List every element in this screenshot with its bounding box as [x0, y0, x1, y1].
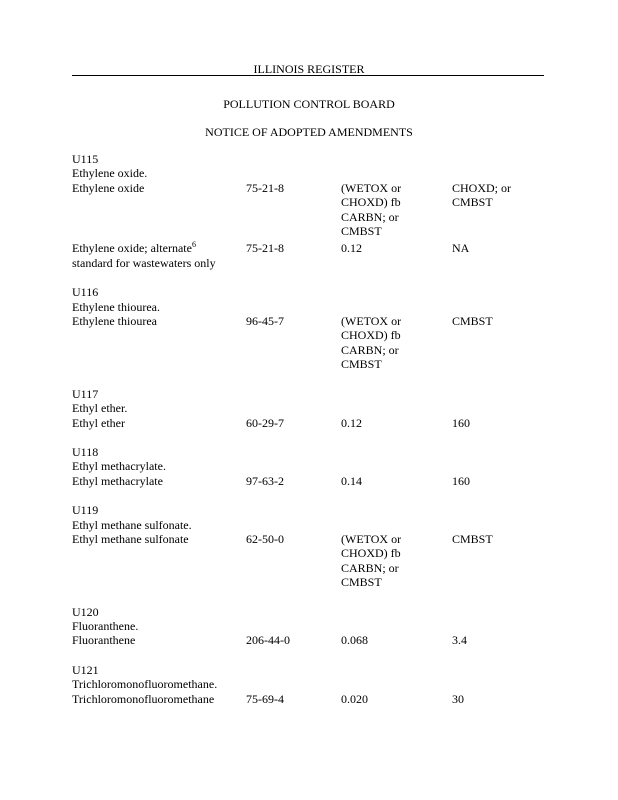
waste-code: U117: [72, 386, 99, 401]
footnote-marker: 6: [191, 240, 196, 250]
constituent-name: Ethyl ether: [72, 415, 125, 430]
constituent-name: Trichloromonofluoromethane: [72, 691, 215, 706]
waste-entry: [72, 152, 552, 270]
waste-code: U118: [72, 444, 99, 459]
cas-number: 60-29-7: [246, 415, 284, 430]
constituent-row: [72, 474, 552, 488]
nonwastewater-standard: CMBST: [452, 531, 493, 546]
notice-title: NOTICE OF ADOPTED AMENDMENTS: [205, 125, 413, 139]
constituent-row: [72, 241, 552, 270]
nonwastewater-standard: 3.4: [452, 633, 467, 648]
waste-description: Ethyl methacrylate.: [72, 459, 166, 474]
constituent-row: [72, 532, 552, 590]
nonwastewater-standard: CMBST: [452, 314, 493, 329]
cas-number: 62-50-0: [246, 531, 284, 546]
waste-entry: [72, 605, 552, 648]
constituent-row: [72, 416, 552, 430]
cas-number: 75-21-8: [246, 241, 284, 256]
wastewater-standard: 0.12: [341, 415, 362, 430]
nonwastewater-standard: 160: [452, 473, 470, 488]
waste-code: U119: [72, 503, 99, 518]
constituent-name: Ethylene oxide; alternate$^6$ standard for wastewaters only: [72, 240, 216, 270]
wastewater-standard: 0.068: [341, 633, 368, 648]
wastewater-standard: 0.14: [341, 473, 362, 488]
constituent-row: [72, 181, 552, 239]
constituent-name: Ethylene thiourea: [72, 314, 157, 329]
waste-description: Fluoranthene.: [72, 618, 139, 633]
constituent-row: [72, 633, 552, 647]
nonwastewater-standard: 160: [452, 415, 470, 430]
wastewater-standard: (WETOX or CHOXD) fb CARBN; or CMBST: [341, 531, 402, 590]
constituent-row: [72, 314, 552, 372]
waste-description: Ethyl methane sulfonate.: [72, 517, 192, 532]
wastewater-standard: 0.12: [341, 241, 362, 256]
waste-entry: [72, 663, 552, 706]
nonwastewater-standard: CHOXD; or CMBST: [452, 180, 511, 210]
waste-code: U121: [72, 662, 99, 677]
cas-number: 96-45-7: [246, 314, 284, 329]
waste-entry: [72, 445, 552, 488]
register-title: ILLINOIS REGISTER: [253, 62, 365, 76]
waste-code: U120: [72, 604, 99, 619]
cas-number: 75-69-4: [246, 691, 284, 706]
constituent-name: Ethyl methane sulfonate: [72, 531, 189, 546]
nonwastewater-standard: NA: [452, 241, 470, 256]
constituent-row: [72, 692, 552, 706]
waste-description: Ethyl ether.: [72, 401, 128, 416]
waste-entry: [72, 503, 552, 589]
waste-entry: [72, 387, 552, 430]
waste-entry: [72, 285, 552, 371]
cas-number: 97-63-2: [246, 473, 284, 488]
board-title: POLLUTION CONTROL BOARD: [223, 97, 395, 111]
waste-code-list: [72, 152, 552, 721]
waste-description: Ethylene oxide.: [72, 166, 148, 181]
wastewater-standard: (WETOX or CHOXD) fb CARBN; or CMBST: [341, 314, 402, 372]
waste-description: Ethylene thiourea.: [72, 299, 160, 314]
waste-code: U115: [72, 152, 99, 166]
wastewater-standard: 0.020: [341, 691, 368, 706]
cas-number: 75-21-8: [246, 180, 284, 195]
waste-code: U116: [72, 285, 99, 300]
waste-description: Trichloromonofluoromethane.: [72, 677, 218, 692]
wastewater-standard: (WETOX or CHOXD) fb CARBN; or CMBST: [341, 180, 402, 239]
constituent-name: Fluoranthene: [72, 633, 136, 648]
cas-number: 206-44-0: [246, 633, 290, 648]
header-rule: [72, 75, 544, 76]
nonwastewater-standard: 30: [452, 691, 464, 706]
constituent-name: Ethylene oxide: [72, 180, 145, 195]
constituent-name: Ethyl methacrylate: [72, 473, 163, 488]
